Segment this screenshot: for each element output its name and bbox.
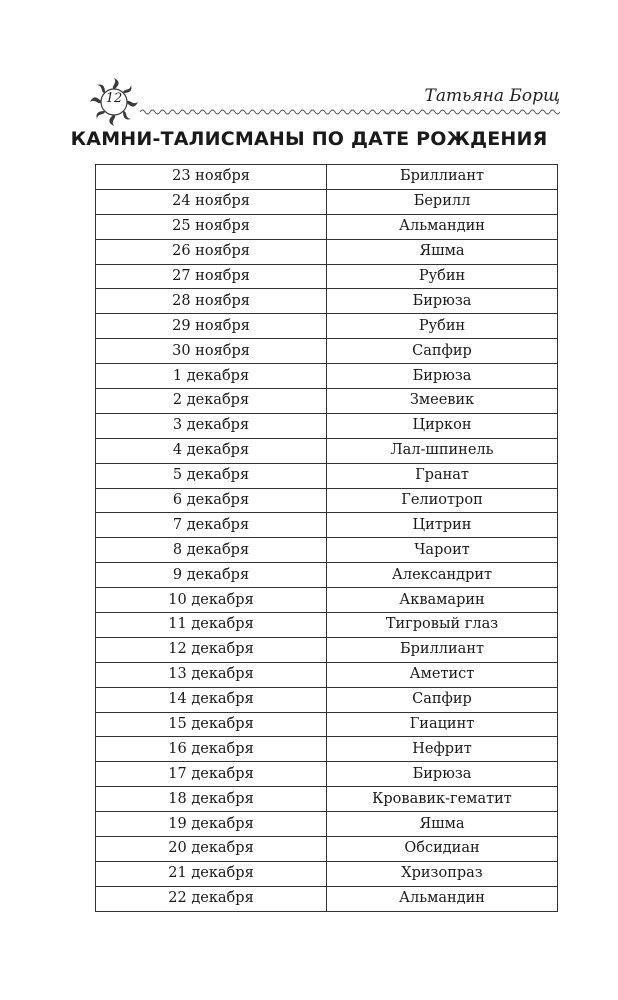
- date-cell: 10 декабря: [96, 588, 327, 613]
- table-row: [96, 214, 558, 239]
- table-row: [96, 613, 558, 638]
- date-cell: 22 декабря: [96, 886, 327, 911]
- table-row: [96, 264, 558, 289]
- table-row: [96, 737, 558, 762]
- stone-cell: Гелиотроп: [327, 488, 558, 513]
- date-cell: 23 ноября: [96, 165, 327, 190]
- date-cell: 24 ноября: [96, 189, 327, 214]
- page-number: 12: [105, 91, 123, 106]
- stone-cell: Кровавик-гематит: [327, 787, 558, 812]
- stone-cell: Чароит: [327, 538, 558, 563]
- stone-cell: Рубин: [327, 314, 558, 339]
- table-row: [96, 364, 558, 389]
- stone-cell: Циркон: [327, 413, 558, 438]
- table-row: [96, 189, 558, 214]
- table-row: [96, 413, 558, 438]
- table-row: [96, 239, 558, 264]
- table-row: [96, 787, 558, 812]
- date-cell: 16 декабря: [96, 737, 327, 762]
- table-row: [96, 687, 558, 712]
- stone-cell: Бирюза: [327, 289, 558, 314]
- stone-cell: Рубин: [327, 264, 558, 289]
- table-row: [96, 513, 558, 538]
- stone-cell: Нефрит: [327, 737, 558, 762]
- running-head-author: Татьяна Борщ: [424, 86, 560, 106]
- table-row: [96, 837, 558, 862]
- date-cell: 19 декабря: [96, 812, 327, 837]
- stone-cell: Альмандин: [327, 214, 558, 239]
- date-cell: 8 декабря: [96, 538, 327, 563]
- date-cell: 5 декабря: [96, 463, 327, 488]
- table-row: [96, 662, 558, 687]
- date-cell: 7 декабря: [96, 513, 327, 538]
- date-cell: 15 декабря: [96, 712, 327, 737]
- stone-cell: Тигровый глаз: [327, 613, 558, 638]
- date-cell: 21 декабря: [96, 861, 327, 886]
- date-cell: 18 декабря: [96, 787, 327, 812]
- date-cell: 13 декабря: [96, 662, 327, 687]
- table-body: [96, 165, 558, 912]
- date-cell: 1 декабря: [96, 364, 327, 389]
- stone-cell: Цитрин: [327, 513, 558, 538]
- stone-cell: Бриллиант: [327, 637, 558, 662]
- stone-cell: Обсидиан: [327, 837, 558, 862]
- stone-cell: Хризопраз: [327, 861, 558, 886]
- date-cell: 12 декабря: [96, 637, 327, 662]
- stone-cell: Александрит: [327, 563, 558, 588]
- table-row: [96, 314, 558, 339]
- date-cell: 6 декабря: [96, 488, 327, 513]
- page-header: [0, 0, 618, 125]
- stone-cell: Берилл: [327, 189, 558, 214]
- date-cell: 3 декабря: [96, 413, 327, 438]
- stone-cell: Гиацинт: [327, 712, 558, 737]
- date-cell: 25 ноября: [96, 214, 327, 239]
- table-row: [96, 762, 558, 787]
- table-row: [96, 861, 558, 886]
- table-row: [96, 712, 558, 737]
- date-cell: 27 ноября: [96, 264, 327, 289]
- table-row: [96, 538, 558, 563]
- table-row: [96, 438, 558, 463]
- date-cell: 9 декабря: [96, 563, 327, 588]
- date-cell: 17 декабря: [96, 762, 327, 787]
- date-cell: 20 декабря: [96, 837, 327, 862]
- table-row: [96, 165, 558, 190]
- table-row: [96, 488, 558, 513]
- stone-cell: Сапфир: [327, 339, 558, 364]
- stone-cell: Гранат: [327, 463, 558, 488]
- stone-cell: Аметист: [327, 662, 558, 687]
- table-row: [96, 389, 558, 414]
- birthstones-table: [95, 164, 558, 912]
- table-row: [96, 463, 558, 488]
- stone-cell: Бриллиант: [327, 165, 558, 190]
- date-cell: 28 ноября: [96, 289, 327, 314]
- table-row: [96, 812, 558, 837]
- stone-cell: Бирюза: [327, 762, 558, 787]
- date-cell: 14 декабря: [96, 687, 327, 712]
- decorative-wave-rule: [140, 108, 560, 116]
- table-row: [96, 563, 558, 588]
- stone-cell: Змеевик: [327, 389, 558, 414]
- table-row: [96, 339, 558, 364]
- stone-cell: Альмандин: [327, 886, 558, 911]
- date-cell: 11 декабря: [96, 613, 327, 638]
- date-cell: 30 ноября: [96, 339, 327, 364]
- table-row: [96, 637, 558, 662]
- table-row: [96, 588, 558, 613]
- stone-cell: Лал-шпинель: [327, 438, 558, 463]
- stone-cell: Бирюза: [327, 364, 558, 389]
- stone-cell: Яшма: [327, 239, 558, 264]
- page-title: КАМНИ-ТАЛИСМАНЫ ПО ДАТЕ РОЖДЕНИЯ: [70, 128, 548, 150]
- table-row: [96, 289, 558, 314]
- date-cell: 4 декабря: [96, 438, 327, 463]
- stone-cell: Сапфир: [327, 687, 558, 712]
- date-cell: 26 ноября: [96, 239, 327, 264]
- stone-cell: Аквамарин: [327, 588, 558, 613]
- table-row: [96, 886, 558, 911]
- date-cell: 2 декабря: [96, 389, 327, 414]
- date-cell: 29 ноября: [96, 314, 327, 339]
- stone-cell: Яшма: [327, 812, 558, 837]
